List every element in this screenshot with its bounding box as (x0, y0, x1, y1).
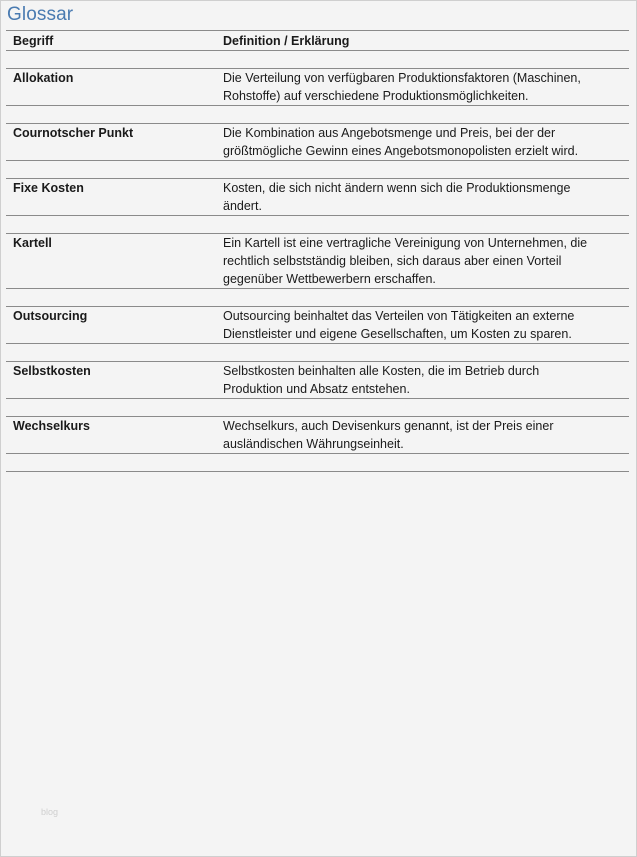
term-cell: Wechselkurs (13, 419, 90, 433)
definition-line: Ein Kartell ist eine vertragliche Vereinigung von Unternehmen, die (223, 236, 588, 250)
definition-cell (216, 307, 629, 343)
glossary-table (6, 30, 629, 472)
definition-line: Wechselkurs, auch Devisenkurs genannt, ist der Preis einer (223, 419, 554, 433)
definition-cell (216, 417, 629, 453)
term-cell: Allokation (13, 71, 74, 85)
row-spacer (6, 399, 629, 416)
definition-line: gegenüber Wettbewerbern erschaffen. (223, 272, 436, 286)
table-row (6, 234, 629, 288)
definition-line: ausländischen Währungseinheit. (223, 437, 404, 451)
row-spacer (6, 216, 629, 233)
definition-cell (216, 362, 629, 398)
table-row (6, 417, 629, 453)
row-spacer (6, 454, 629, 471)
definition-line: Kosten, die sich nicht ändern wenn sich die Produktionsmenge (223, 181, 571, 195)
definition-line: ändert. (223, 199, 262, 213)
table-row (6, 307, 629, 343)
definition-line: rechtlich selbstständig bleiben, sich daraus aber einen Vorteil (223, 254, 562, 268)
page-title: Glossar (7, 4, 74, 25)
definition-line: Die Verteilung von verfügbaren Produktionsfaktoren (Maschinen, (223, 71, 581, 85)
definition-cell (216, 69, 629, 105)
definition-line: größtmögliche Gewinn eines Angebotsmonopolisten erzielt wird. (223, 144, 579, 158)
row-spacer (6, 344, 629, 361)
term-cell: Outsourcing (13, 309, 88, 323)
definition-line: Produktion und Absatz entstehen. (223, 382, 410, 396)
definition-line: Rohstoffe) auf verschiedene Produktionsmöglichkeiten. (223, 89, 529, 103)
definition-cell (216, 124, 629, 160)
row-spacer (6, 289, 629, 306)
definition-line: Dienstleister und eigene Gesellschaften, um Kosten zu sparen. (223, 327, 572, 341)
row-spacer (6, 51, 629, 68)
row-spacer (6, 106, 629, 123)
definition-cell (216, 234, 629, 288)
definition-cell (216, 179, 629, 215)
table-bottom-rule (6, 471, 629, 472)
term-cell: Fixe Kosten (13, 181, 84, 195)
definition-line: Die Kombination aus Angebotsmenge und Preis, bei der der (223, 126, 556, 140)
table-row (6, 179, 629, 215)
row-spacer (6, 161, 629, 178)
table-header-row (6, 31, 629, 50)
watermark: blog (41, 807, 59, 817)
term-cell: Selbstkosten (13, 364, 91, 378)
table-row (6, 362, 629, 398)
table-row (6, 124, 629, 160)
definition-line: Selbstkosten beinhalten alle Kosten, die im Betrieb durch (223, 364, 540, 378)
term-cell: Cournotscher Punkt (13, 126, 134, 140)
term-cell: Kartell (13, 236, 52, 250)
column-header-definition: Definition / Erklärung (223, 34, 350, 48)
definition-line: Outsourcing beinhaltet das Verteilen von Tätigkeiten an externe (223, 309, 575, 323)
column-header-term: Begriff (13, 34, 54, 48)
table-row (6, 69, 629, 105)
